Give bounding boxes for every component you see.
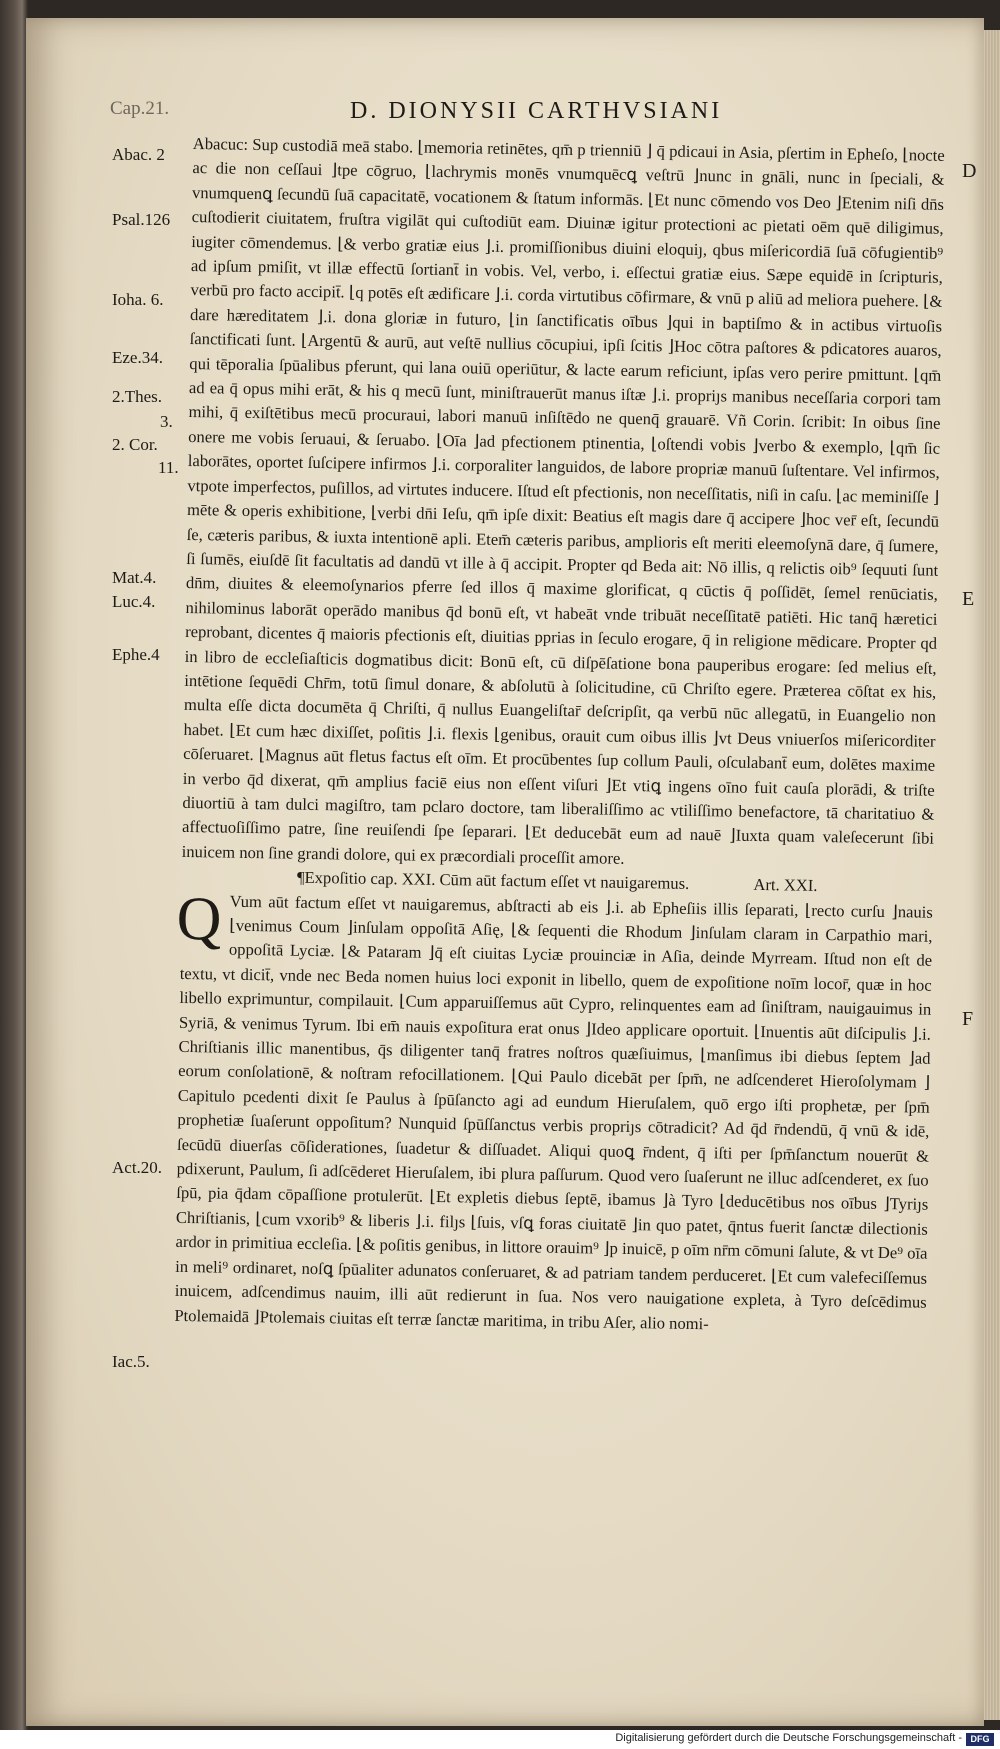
margin-note: Ephe.4 [112,645,160,664]
chapter-number: Cap.21. [110,98,170,119]
main-text [174,132,945,1340]
margin-note: Abac. 2 [112,145,165,164]
section-letter: D [962,160,977,182]
commentary-paragraph: Abacuc: Sup custodiā meā stabo. ⌊memoria retinētes, qm̄ p trienniū ⌋ q̄ pdicaui in Asia, pſertim in Epheſo, ⌊nocte ac die non ceſſaui ⌋tpe cōgruo, ⌊lachrymis monēs vnumquēcꝗ veſtrū ⌋nunc in gnāli, nunc in ſpeciali, & vnumquenꝗ ſecundū ſuā capacitatē, vocationem & ſtatum informās. ⌊Et nunc cōmendo vos Deo ⌋Etenim niſi dn̄s cuſtodierit ciuitatem, fruſtra vigilāt qui cuſtodiūt eam. Diuinæ igitur protectioni ac pietati oēm quē diligimus, iugiter cōmendemus. ⌊& verbo gratiæ eius ⌋.i. promiſſionibus diuini eloquiȷ, qbus miſericordiā ſuā cōfugientib⁹ ad ipſum pmiſit, vt illæ effectū ſortiant̄ in vobis. Vel, verbo, i. eſſectui gratiæ eius. Sæpe equidē in ſcripturis, verbū pro facto accipit̄. ⌊q potēs eſt ædificare ⌋.i. corda virtutibus cōfirmare, & vnū p aliū ad meliora puehere. ⌊& dare hæreditatem ⌋.i. dona gloriæ in futuro, ⌊in ſanctificatis oībus ⌋qui in baptiſmo & in actibus virtuoſis ſanctificati ſunt. ⌊Argentū & aurū, aut veſtē nullius cōcupiui, ipſi ſcitis ⌋Hoc cōtra paſtores & pdicatores auaros, qui tēporalia ſpūalibus pferunt, qui lana ouiū operiūtur, & lacte earum reficiunt, ipſas vero perire pmittunt. ⌊qm̄ ad ea q̄ opus mihi erāt, & his q mecū ſunt, miniſtrauerūt manus iſtæ ⌋.i. propriȷs manibus neceſſaria corpori tam mihi, q̄ exiſtētibus mecū procuraui, labori manuū inſiſtēdo ne quenq̄ grauarē. Vñ Corin. ſcribit: In oibus ſine onere me vobis ſeruaui, & ſeruabo. ⌊Oīa ⌋ad pfectionem ptinentia, ⌊oſtendi vobis ⌋verbo & exemplo, ⌊qm̄ ſic laborātes, oportet ſuſcipere infirmos ⌋.i. corporaliter languidos, de labore propriæ manuū ſuſtentare. Vel infirmos, vtpote imperfectos, puſillos, ad virtutes inducere. Iſtud eſt pfectionis, non neceſſitatis, niſi in caſu. ⌊ac meminiſſe ⌋mēte & operis exhibitione, ⌊verbi dn̄i Ieſu, qm̄ ipſe dixit: Beatius eſt magis dare q̄ accipere ⌋hoc ver̄ eſt, ſecundū ſe, cæteris paribus, & iuxta intentionē apli. Etem̄ cæteris paribus, amplioris eſt meriti eleemoſynā dare, q̄ ſumere, ſi ſumēs, eiuſdē ſit facultatis ad dandū vt ille à q̄ accipit. Propter qd Beda ait: Nō illis, q relictis oib⁹ ſequuti ſunt dn̄m, diuites & eleemoſynarios pferre ſed illos q̄ maxime glorificat, q cūctis q̄ poſſidēt, ſemel renūciatis, nihilominus laborāt operādo manibus q̄d bonū eſt, vt habeāt vnde tribuāt neceſſitatē patiēti. Hic tanq̄ hæretici reprobant, dicentes q̄ maioris pfectionis eſt, diuitias pprias in ſeculo erogare, q̄ in religione mēdicare. Propter qd in libro de eccleſiaſticis dogmatibus dicit: Bonū eſt, cū diſpēſatione bona pauperibus erogare: ſed melius eſt, intētione ſequēdi Chr̄m, totū ſimul donare, & abſolutū à ſolicitudine, cū Chriſto egere. Præterea cōſtat ex his, multa eſſe dicta documēta q̄ Chriſti, q̄ nullus Euangeliſtar̄ deſcripſit, qa verbū nūc allegatū, in Euangelio non habet. ⌊Et cum hæc dixiſſet, poſitis ⌋.i. flexis ⌊genibus, orauit cum oibus illis ⌋vt Deus vniuerſos miſericorditer cōſeruaret. ⌊Magnus aūt fletus factus eſt oīm. Et procūbentes ſup collum Pauli, oſculabant̄ eum, dolētes maxime in verbo q̄d dixerat, qm̄ amplius faciē eius non eſſent viſuri ⌋Et vtiꝗ ingens oīno fuit cauſa plorādi, & triſte diuortiū à tam dulci magiſtro, tam pclaro doctore, tam liberaliſſimo ac vtiliſſimo benefactore, tā charitatiuo & affectuoſiſſimo patre, ſine reuiſendi ſpe ſeparari. ⌊Et deducebāt eum ad nauē ⌋Iuxta quam valeſecerunt ſibi inuicem non ſine grandi dolore, qui ex præcordiali proceſſit amore. [181,133,945,868]
margin-note: Psal.126 [112,210,171,229]
digitization-footer [0,1730,1000,1749]
margin-note: Luc.4. [112,592,156,611]
margin-note: 11. [158,458,179,477]
dfg-logo-icon: DFG [966,1733,994,1746]
section-letter: E [962,588,975,610]
page-title: D. DIONYSII CARTHVSIANI [350,98,723,124]
margin-note: Act.20. [112,1158,163,1177]
margin-note: Mat.4. [112,568,157,587]
margin-note: 3. [160,412,173,431]
rubric-text: ¶Expoſitio cap. XXI. Cūm aūt factum eſſet vt nauigaremus. [296,867,690,894]
footer-credit: Digitalisierung gefördert durch die Deutsche Forschungsgemeinschaft - [615,1732,962,1744]
margin-note: Iac.5. [112,1352,150,1371]
margin-note: Eze.34. [112,348,163,367]
margin-note: 2. Cor. [112,435,158,454]
section-letter: F [962,1008,974,1030]
running-header [0,98,1000,128]
margin-note: 2.Thes. [112,387,163,406]
paragraph-text: Vum aūt factum eſſet vt nauigaremus, abſtracti ab eis ⌋.i. ab Epheſiis illis ſeparati, ⌊recto curſu ⌋nauis ⌊venimus Coum ⌋inſulam oppoſitā Aſię, ⌊& ſequenti die Rhodum ⌋inſulam claram in Carpathio mari, oppoſitā Lyciæ. ⌊& Pataram ⌋q̄ eſt ciuitas Lyciæ prouinciæ in Aſia, deinde Myrream. Iſtud non eſt de textu, vt dicit̄, vnde nec Beda nomen huius loci exponit in libello, quem de expoſitione noīm locor̄, quæ in hoc libello exprimuntur, compilauit. ⌊Cum apparuiſſemus aūt Cypro, relinquentes eam ad ſiniſtram, nauigauimus in Syriā, & venimus Tyrum. Ibi em̄ nauis expoſitura erat onus ⌋Ideo applicare oportuit. ⌊Inuentis aūt diſcipulis ⌋.i. Chriſtianis illic manentibus, q̄s diligenter tanq̄ fratres noſtros quæſiuimus, ⌊manſimus ibi diebus ſeptem ⌋ad eorum conſolationē, & noſtram refocillationem. ⌊Qui Paulo dicebāt per ſpm̄, ne adſcenderet Hieroſolymam ⌋Capitulo pcedenti dixit ſe Paulus à ſpūſancto agi ad eundum Hieruſalem, quō ergo iſti prophetæ, per ſpm̄ prophetiæ ſuaſerunt oppoſitum? Nunquid ſpūſſanctus verbis propriȷs cōtradicit? Ad q̄d r̄ndendū, q̄ vnū & idē, ſecūdū diuerſas cōſiderationes, ſuadetur & diſſuadet. Aliqui quoꝗ r̄ndent, q̄ iſti per ſpm̄ſanctum nouerūt & pdixerunt, Paulum, ſi adſcēderet Hieruſalem, ibi plura paſſurum. Quod vero ſuaſerunt ne illuc adſcenderet, ex ſuo ſpū, pia q̄dam cōpaſſione protulerūt. ⌊Et expletis diebus ſeptē, ibamus ⌋à Tyro ⌊deducētibus nos oībus ⌋Tyriȷs Chriſtianis, ⌊cum vxorib⁹ & liberis ⌋.i. filȷs ⌊ſuis, vſꝗ foras ciuitatē ⌋in quo patet, q̄ntus fuerit ſanctæ dilectionis ardor in primitiua eccleſia. ⌊& poſitis genibus, in littore orauim⁹ ⌋p inuicē, p oīm nr̄m cōmuni ſalute, & vt De⁹ oīa in meli⁹ ordinaret, noſꝗ ſpūaliter adunatos conſeruaret, & ad patriam tandem perduceret. ⌊Et cum valefeciſſemus inuicem, adſcendimus nauim, illi aūt redierunt in ſua. Nos vero nauigatione expleta, à Tyro deſcēdimus Ptolemaidā ⌋Ptolemais ciuitas eſt terræ ſanctæ maritima, in tribu Aſer, alio nomi- [174,891,933,1333]
page-edges [984,30,1000,1720]
drop-capital: Q [176,884,222,954]
margin-note: Ioha. 6. [112,290,164,309]
article-number: Art. XXI. [753,875,818,896]
